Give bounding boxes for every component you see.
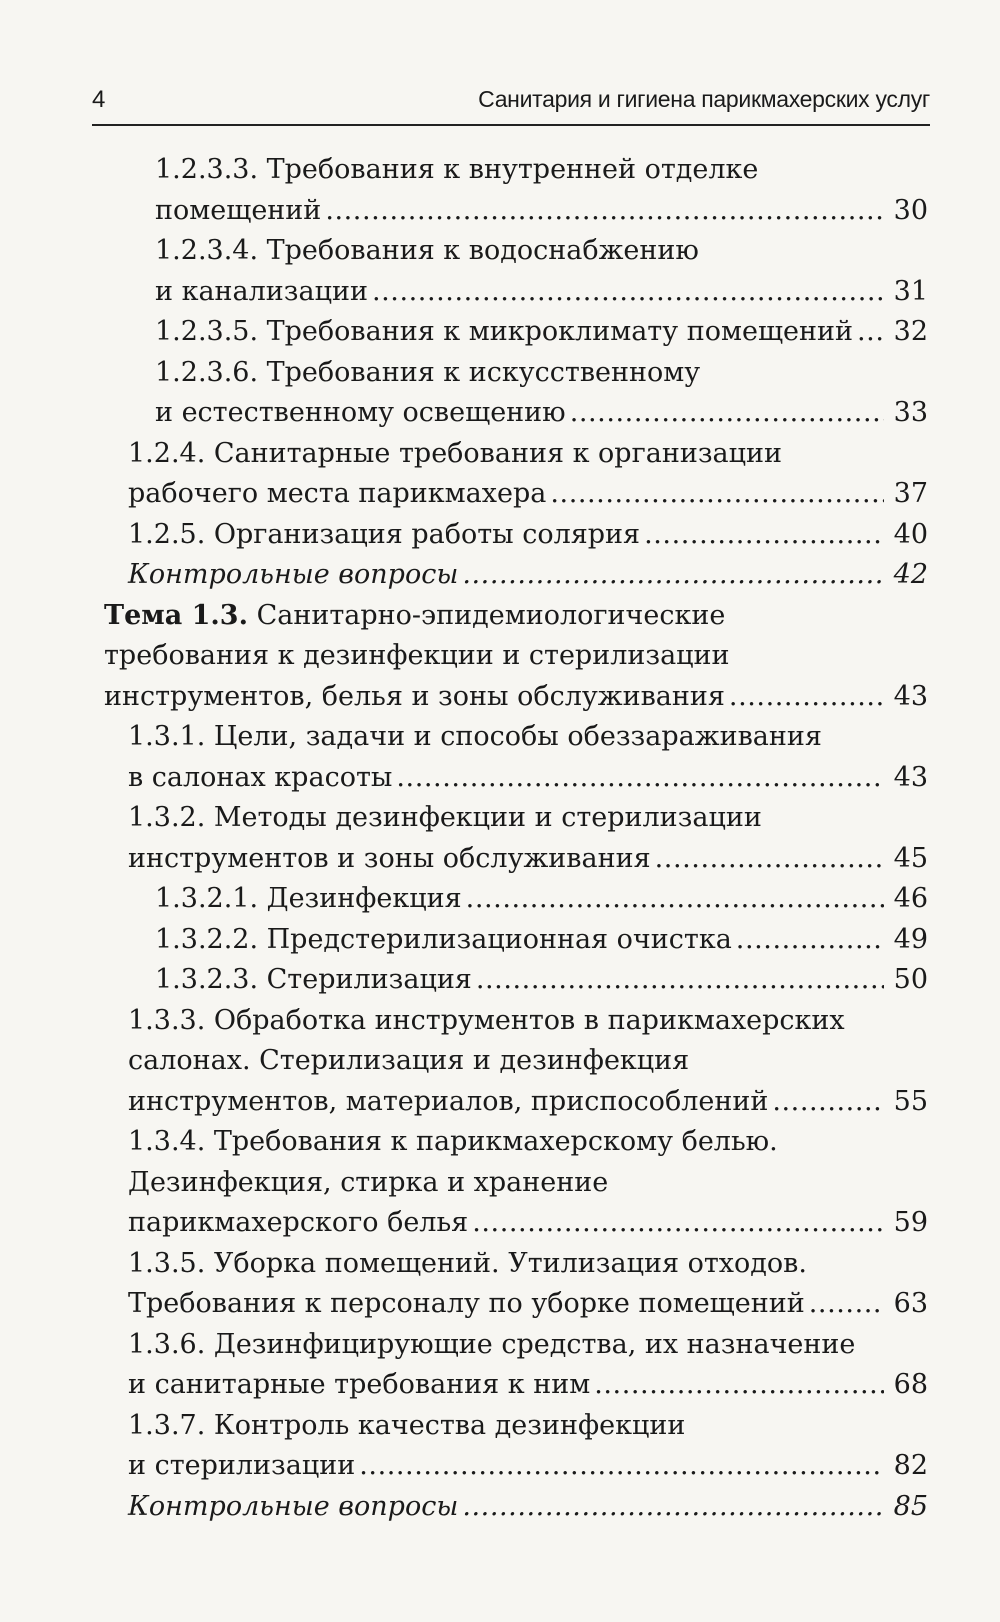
toc-entry-final-line bbox=[128, 515, 928, 556]
dot-leader bbox=[550, 474, 884, 515]
toc-entry-final-line bbox=[155, 879, 928, 920]
dot-leader bbox=[655, 839, 884, 880]
toc-entry-text: и санитарные требования к ним bbox=[128, 1369, 591, 1400]
dot-leader bbox=[466, 879, 884, 920]
toc-page-number: 59 bbox=[893, 1207, 928, 1238]
toc-entry-text: и естественному освещению bbox=[155, 397, 566, 428]
toc-entry-text: Санитарно-эпидемиологические bbox=[248, 599, 726, 631]
toc-entry[interactable] bbox=[104, 596, 928, 718]
dot-leader bbox=[359, 1446, 884, 1487]
dot-leader bbox=[472, 1203, 884, 1244]
toc-entry[interactable] bbox=[155, 231, 928, 312]
toc-page-number: 46 bbox=[893, 883, 928, 914]
toc-topic-label: Тема 1.3. bbox=[104, 599, 248, 631]
toc-entry-line bbox=[104, 596, 928, 637]
toc-entry-text: 1.3.5. Уборка помещений. Утилизация отходов. bbox=[128, 1247, 807, 1279]
toc-page-number: 50 bbox=[893, 964, 928, 995]
toc-page-number: 43 bbox=[893, 680, 928, 712]
toc-entry[interactable] bbox=[128, 1001, 928, 1123]
dot-leader bbox=[462, 1487, 884, 1528]
toc-entry-text: в салонах красоты bbox=[128, 761, 393, 793]
toc-entry-text: 1.2.3.5. Требования к микроклимату помещений bbox=[155, 316, 854, 347]
toc-entry-final-line bbox=[128, 839, 928, 880]
dot-leader bbox=[372, 272, 884, 313]
toc-entry[interactable] bbox=[128, 555, 928, 596]
toc-page-number: 37 bbox=[893, 478, 928, 509]
toc-entry-text: требования к дезинфекции и стерилизации bbox=[104, 640, 730, 671]
toc-page-number: 49 bbox=[893, 923, 928, 955]
toc-entry-line bbox=[128, 1325, 928, 1366]
toc-entry[interactable] bbox=[128, 1325, 928, 1406]
toc-entry-text: 1.2.5. Организация работы солярия bbox=[128, 518, 641, 550]
toc-entry-text: 1.2.3.4. Требования к водоснабжению bbox=[155, 235, 699, 266]
toc-page-number: 68 bbox=[893, 1369, 928, 1400]
toc-entry-line bbox=[155, 353, 928, 394]
toc-entry-text: 1.3.6. Дезинфицирующие средства, их назначение bbox=[128, 1328, 856, 1360]
dot-leader bbox=[570, 393, 884, 434]
running-title: Санитария и гигиена парикмахерских услуг bbox=[478, 86, 930, 112]
toc-entry-text: 1.3.3. Обработка инструментов в парикмахерских bbox=[128, 1004, 845, 1036]
toc-entry-final-line bbox=[155, 920, 928, 961]
toc-entry-line bbox=[128, 1406, 928, 1447]
dot-leader bbox=[462, 555, 884, 596]
toc-entry-line bbox=[128, 717, 928, 758]
toc-entry-line bbox=[155, 150, 928, 191]
toc-entry-final-line bbox=[128, 1082, 928, 1123]
toc-entry-text: 1.3.4. Требования к парикмахерскому белью. bbox=[128, 1126, 778, 1157]
dot-leader bbox=[809, 1284, 884, 1325]
dot-leader bbox=[729, 677, 884, 718]
toc-entry[interactable] bbox=[128, 434, 928, 515]
toc-entry-final-line bbox=[155, 272, 928, 313]
toc-entry-final-line bbox=[128, 555, 928, 596]
toc-page-number: 85 bbox=[893, 1490, 928, 1522]
toc-entry-text: 1.3.2. Методы дезинфекции и стерилизации bbox=[128, 802, 762, 833]
toc-entry-line bbox=[128, 1001, 928, 1042]
page-header bbox=[92, 84, 930, 126]
toc-entry-text: помещений bbox=[155, 194, 322, 226]
toc-entry-text: Контрольные вопросы bbox=[128, 559, 459, 590]
toc-entry[interactable] bbox=[128, 1406, 928, 1487]
toc-entry-line bbox=[128, 1122, 928, 1163]
toc-page-number: 32 bbox=[893, 316, 928, 347]
toc-page-number: 42 bbox=[893, 559, 928, 590]
toc-entry-text: 1.2.4. Санитарные требования к организации bbox=[128, 437, 782, 469]
toc-page-number: 30 bbox=[893, 194, 928, 226]
toc-entry-final-line bbox=[128, 758, 928, 799]
toc-entry-text: инструментов и зоны обслуживания bbox=[128, 842, 651, 874]
toc-entry-line bbox=[128, 434, 928, 475]
toc-page-number: 55 bbox=[893, 1085, 928, 1117]
toc-entry[interactable] bbox=[128, 1244, 928, 1325]
toc-entry-text: и стерилизации bbox=[128, 1450, 356, 1481]
toc-entry-text: Требования к персоналу по уборке помещений bbox=[128, 1288, 805, 1319]
toc-entry-final-line bbox=[155, 393, 928, 434]
toc-entry-final-line bbox=[128, 1487, 928, 1528]
toc-entry-text: салонах. Стерилизация и дезинфекция bbox=[128, 1045, 690, 1076]
toc-entry-final-line bbox=[128, 474, 928, 515]
toc-entry[interactable] bbox=[155, 312, 928, 353]
toc-entry-final-line bbox=[128, 1203, 928, 1244]
dot-leader bbox=[476, 960, 884, 1001]
toc-page-number: 63 bbox=[893, 1288, 928, 1319]
toc-entry-line bbox=[128, 798, 928, 839]
toc-entry-text: инструментов, белья и зоны обслуживания bbox=[104, 680, 725, 712]
toc-entry-text: 1.3.2.1. Дезинфекция bbox=[155, 883, 462, 914]
toc-page-number: 45 bbox=[893, 842, 928, 874]
toc-entry-final-line bbox=[155, 960, 928, 1001]
toc-entry[interactable] bbox=[155, 960, 928, 1001]
toc-entry-text: 1.3.2.3. Стерилизация bbox=[155, 964, 472, 995]
dot-leader bbox=[857, 312, 884, 353]
toc-entry-final-line bbox=[128, 1284, 928, 1325]
toc-entry[interactable] bbox=[128, 1122, 928, 1244]
dot-leader bbox=[772, 1082, 884, 1123]
toc-entry[interactable] bbox=[155, 920, 928, 961]
toc-entry-text: 1.3.7. Контроль качества дезинфекции bbox=[128, 1409, 686, 1441]
toc-entry-final-line bbox=[104, 677, 928, 718]
toc-entry-text: инструментов, материалов, приспособлений bbox=[128, 1085, 769, 1117]
toc-page-number: 31 bbox=[893, 275, 928, 307]
toc-entry-text: и канализации bbox=[155, 275, 368, 307]
toc-page-number: 43 bbox=[893, 761, 928, 793]
toc-entry-line bbox=[128, 1244, 928, 1285]
toc-page-number: 33 bbox=[893, 397, 928, 428]
toc-entry-text: 1.2.3.3. Требования к внутренней отделке bbox=[155, 154, 759, 185]
toc-entry-text: рабочего места парикмахера bbox=[128, 478, 547, 509]
toc-entry-line bbox=[155, 231, 928, 272]
dot-leader bbox=[396, 758, 884, 799]
toc-entry-text: 1.3.2.2. Предстерилизационная очистка bbox=[155, 923, 732, 955]
toc-entry-text: 1.2.3.6. Требования к искусственному bbox=[155, 356, 701, 388]
toc-entry-final-line bbox=[155, 191, 928, 232]
toc-entry-line bbox=[104, 636, 928, 677]
toc-entry-text: парикмахерского белья bbox=[128, 1207, 469, 1238]
page-number: 4 bbox=[92, 86, 106, 113]
dot-leader bbox=[644, 515, 884, 556]
toc-entry-final-line bbox=[128, 1446, 928, 1487]
toc-entry[interactable] bbox=[155, 879, 928, 920]
toc-entry-line bbox=[128, 1041, 928, 1082]
toc-entry-final-line bbox=[155, 312, 928, 353]
toc-entry[interactable] bbox=[128, 515, 928, 556]
toc-page-number: 40 bbox=[893, 518, 928, 550]
toc-entry[interactable] bbox=[128, 717, 928, 798]
toc-entry[interactable] bbox=[128, 1487, 928, 1528]
toc-entry-text: 1.3.1. Цели, задачи и способы обеззараживания bbox=[128, 721, 822, 752]
dot-leader bbox=[736, 920, 884, 961]
dot-leader bbox=[325, 191, 884, 232]
table-of-contents bbox=[0, 150, 1000, 1527]
toc-entry[interactable] bbox=[155, 353, 928, 434]
toc-entry-text: Контрольные вопросы bbox=[128, 1490, 459, 1522]
toc-entry-final-line bbox=[128, 1365, 928, 1406]
toc-entry-text: Дезинфекция, стирка и хранение bbox=[128, 1166, 609, 1198]
toc-page-number: 82 bbox=[893, 1450, 928, 1481]
dot-leader bbox=[594, 1365, 884, 1406]
toc-entry-line bbox=[128, 1163, 928, 1204]
toc-entry[interactable] bbox=[155, 150, 928, 231]
toc-entry[interactable] bbox=[128, 798, 928, 879]
